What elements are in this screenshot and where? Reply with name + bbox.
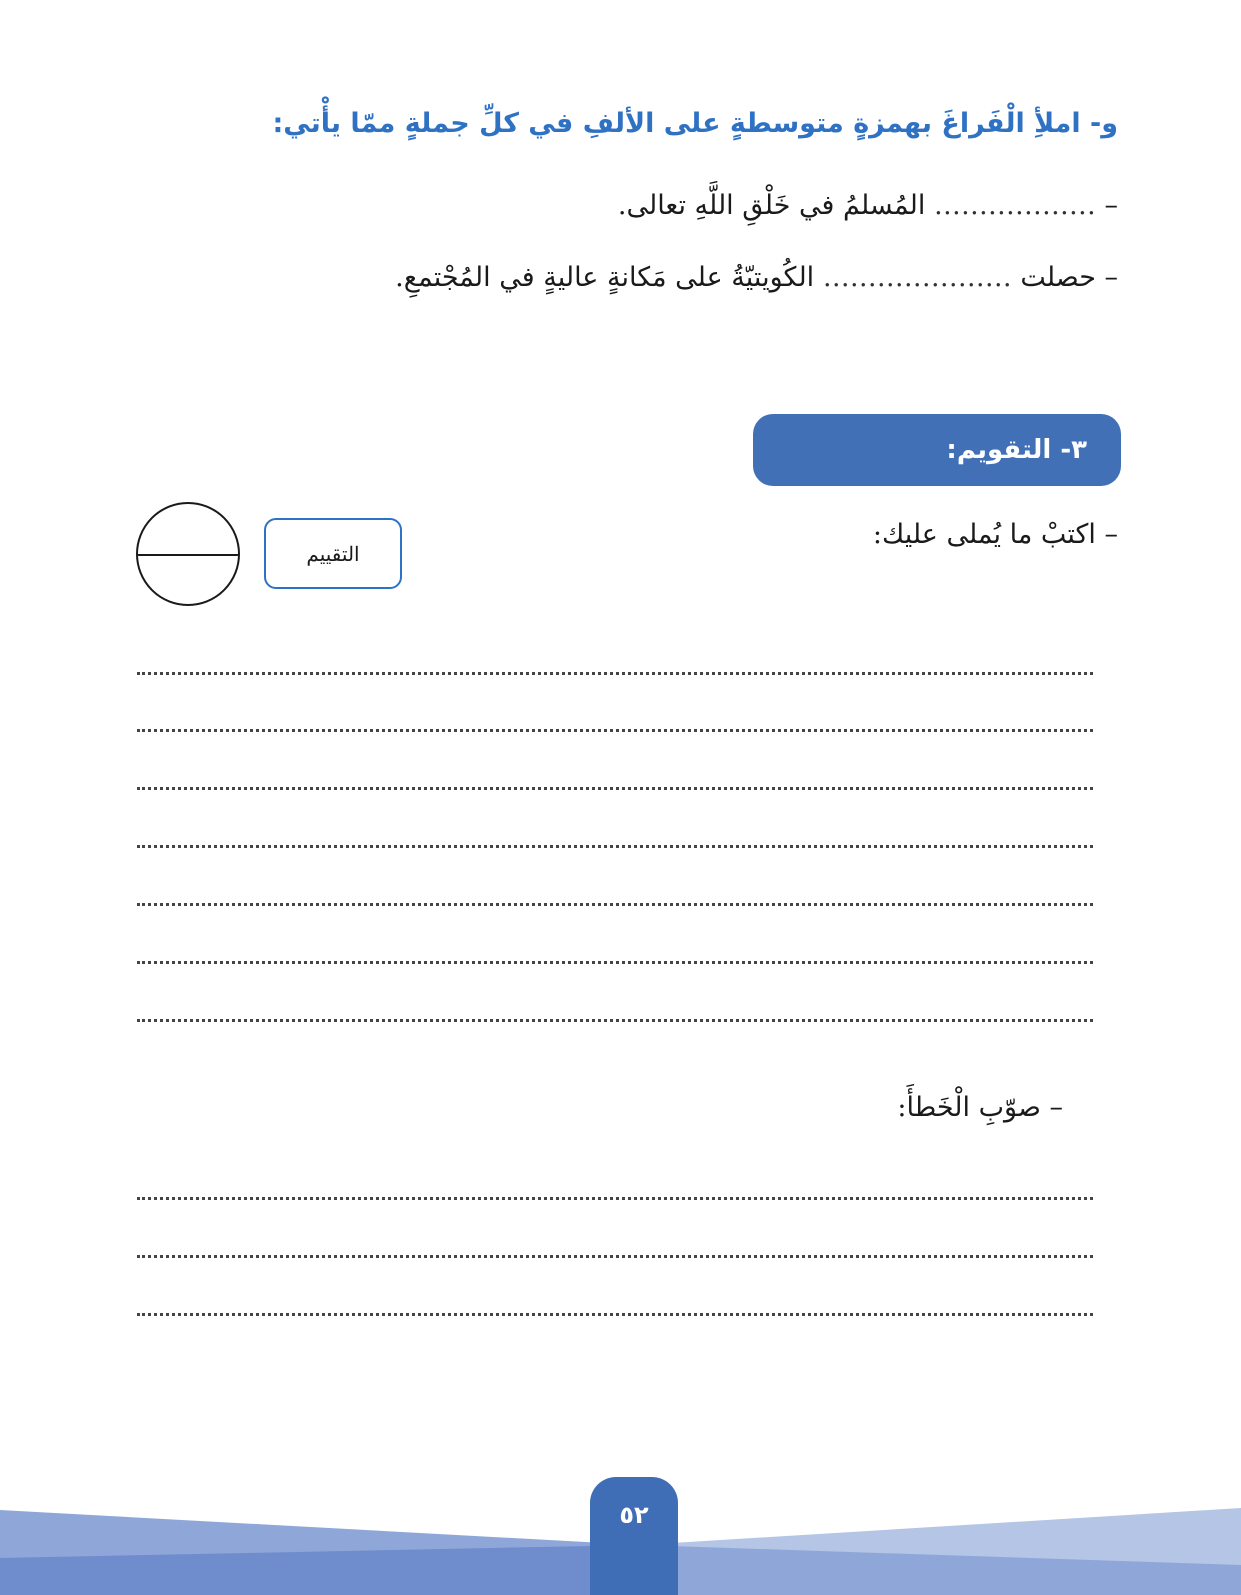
dictation-prompt: – اكتبْ ما يُملى عليك: — [872, 519, 1118, 550]
sentence-2-blank[interactable]: ………………… — [822, 262, 1012, 293]
correction-prompt: – صوّبِ الْخَطأَ: — [897, 1092, 1063, 1123]
sentence-1-prefix: – — [1095, 190, 1118, 221]
score-circle-divider — [138, 554, 238, 556]
exercise-title: و- املأِ الْفَراغَ بهمزةٍ متوسطةٍ على الألفِ في كلِّ جملةٍ ممّا يأْتي: — [272, 108, 1118, 139]
page-number-tab — [590, 1477, 678, 1595]
sentence-1-blank[interactable]: ……………… — [933, 190, 1096, 221]
dictation-writing-line[interactable] — [137, 845, 1093, 848]
dictation-writing-line[interactable] — [137, 903, 1093, 906]
rating-label-box — [264, 518, 402, 589]
sentence-2-prefix: – حصلت — [1011, 262, 1118, 293]
dictation-writing-line[interactable] — [137, 672, 1093, 675]
correction-writing-line[interactable] — [137, 1313, 1093, 1316]
dictation-writing-line[interactable] — [137, 729, 1093, 732]
sentence-2 — [118, 262, 1118, 293]
correction-writing-line[interactable] — [137, 1197, 1093, 1200]
sentence-1-text: المُسلمُ في خَلْقِ اللَّهِ تعالى. — [617, 190, 934, 221]
sentence-1 — [118, 190, 1118, 221]
page-number: ٥٢ — [619, 1501, 649, 1529]
score-circle[interactable] — [136, 502, 240, 606]
correction-writing-line[interactable] — [137, 1255, 1093, 1258]
dictation-writing-line[interactable] — [137, 787, 1093, 790]
sentence-2-text: الكُويتيّةُ على مَكانةٍ عاليةٍ في المُجْتمعِ. — [395, 262, 823, 293]
dictation-writing-line[interactable] — [137, 1019, 1093, 1022]
rating-label: التقييم — [306, 541, 360, 566]
dictation-writing-line[interactable] — [137, 961, 1093, 964]
evaluation-section-title: ٣- التقويم: — [946, 435, 1087, 465]
evaluation-section-banner — [753, 414, 1121, 486]
